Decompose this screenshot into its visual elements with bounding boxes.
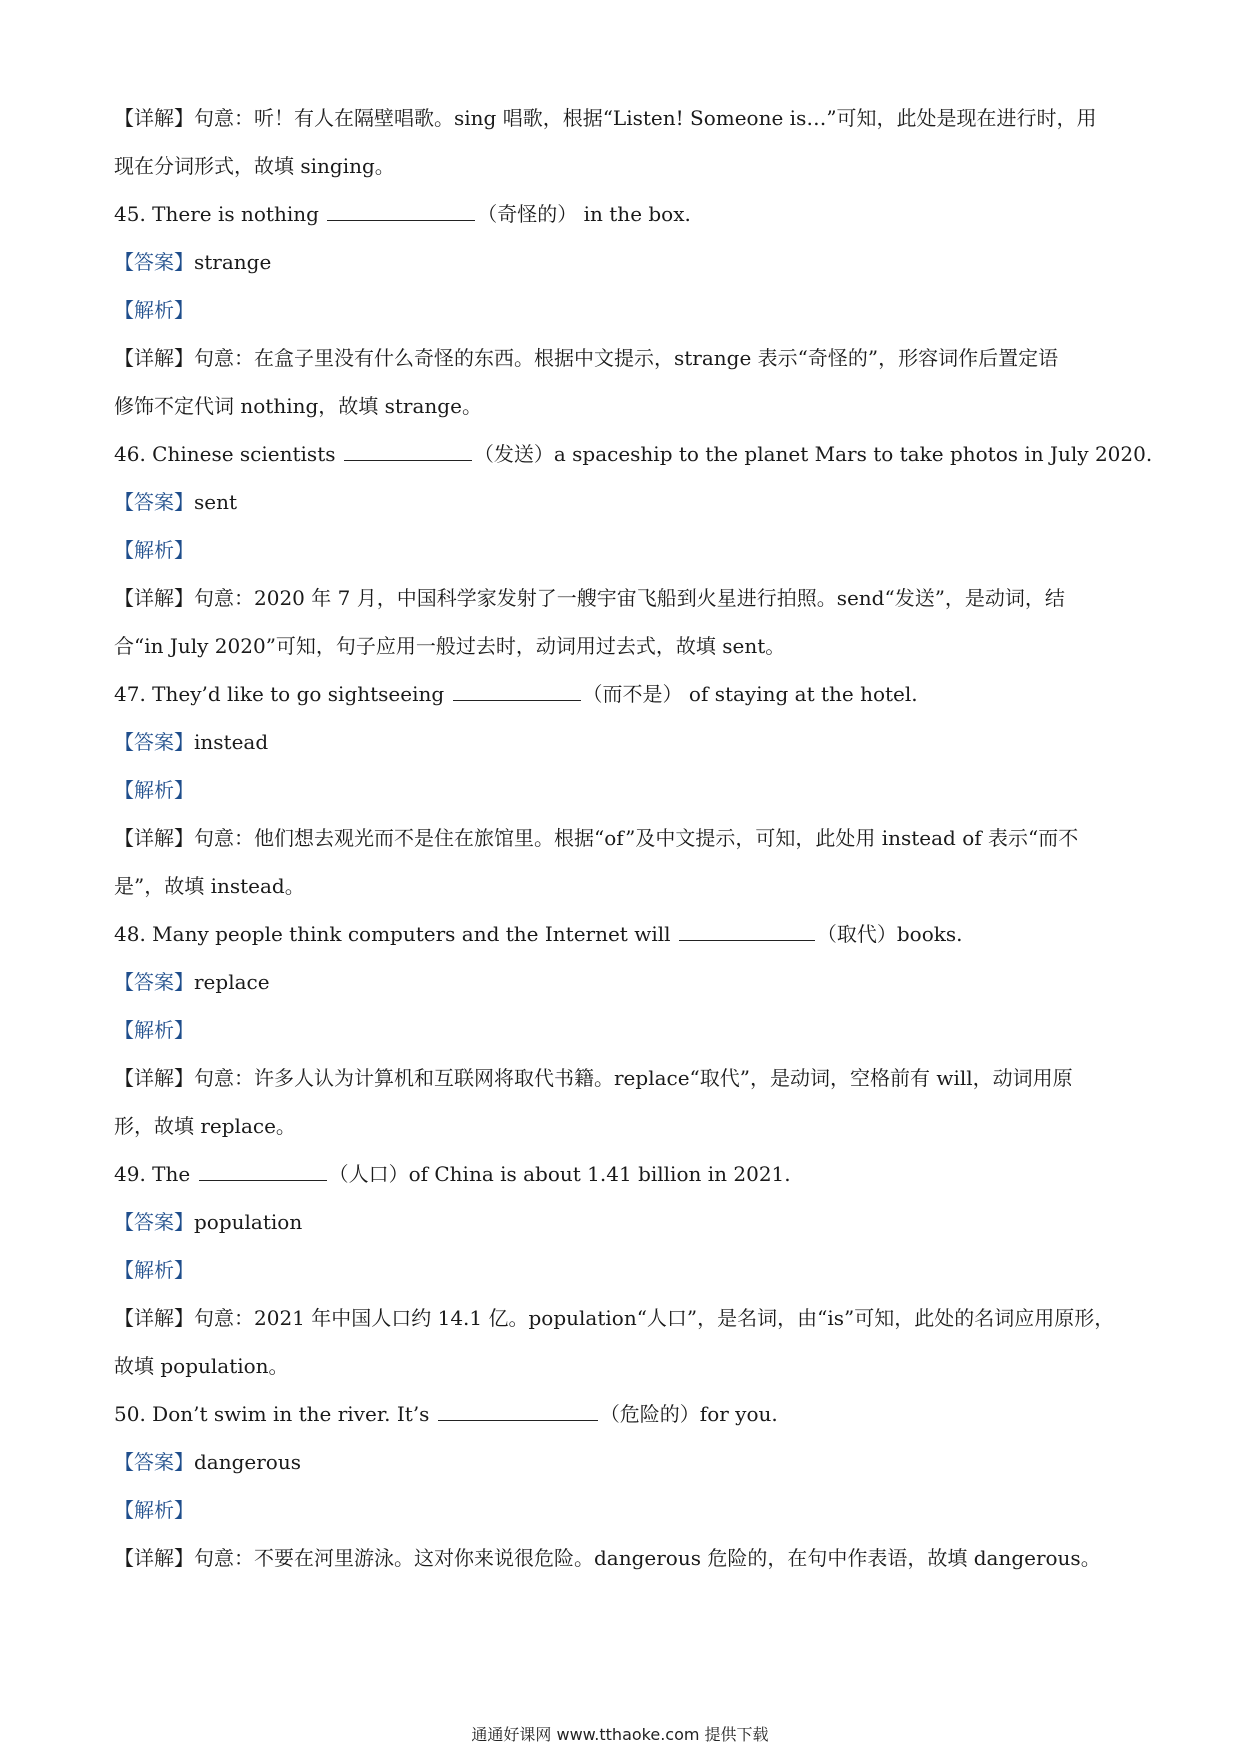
- question-50: 50. Don’t swim in the river. It’s （危险的）for you.: [114, 1402, 778, 1426]
- answer-tag: 【答案】: [114, 1210, 194, 1234]
- answer-blank: [199, 1160, 327, 1181]
- analysis-45: 【解析】: [114, 298, 194, 322]
- answer-50: 【答案】dangerous: [114, 1450, 301, 1474]
- detail-46-line-1: 【详解】句意：2020 年 7 月，中国科学家发射了一艘宇宙飞船到火星进行拍照。send“发送”，是动词，结: [114, 586, 1065, 610]
- detail-46-line-2: 合“in July 2020”可知，句子应用一般过去时，动词用过去式，故填 sent。: [114, 634, 786, 658]
- answer-tag: 【答案】: [114, 1450, 194, 1474]
- top-detail-line-1: 【详解】句意：听！有人在隔壁唱歌。sing 唱歌，根据“Listen! Someone is…”可知，此处是现在进行时，用: [114, 106, 1097, 130]
- answer-46: 【答案】sent: [114, 490, 238, 514]
- answer-48: 【答案】replace: [114, 970, 270, 994]
- detail-50-line-1: 【详解】句意：不要在河里游泳。这对你来说很危险。dangerous 危险的，在句中作表语，故填 dangerous。: [114, 1546, 1101, 1570]
- question-46: 46. Chinese scientists （发送）a spaceship to the planet Mars to take photos in July 2020.: [114, 442, 1153, 466]
- analysis-46: 【解析】: [114, 538, 194, 562]
- detail-49-line-2: 故填 population。: [114, 1354, 289, 1378]
- question-49: 49. The （人口）of China is about 1.41 billion in 2021.: [114, 1162, 791, 1186]
- detail-49-line-1: 【详解】句意：2021 年中国人口约 14.1 亿。population“人口”，是名词，由“is”可知，此处的名词应用原形，: [114, 1306, 1115, 1330]
- answer-tag: 【答案】: [114, 490, 194, 514]
- answer-49: 【答案】population: [114, 1210, 303, 1234]
- answer-tag: 【答案】: [114, 970, 194, 994]
- answer-tag: 【答案】: [114, 250, 194, 274]
- answer-blank: [438, 1400, 598, 1421]
- analysis-49: 【解析】: [114, 1258, 194, 1282]
- analysis-50: 【解析】: [114, 1498, 194, 1522]
- footer-watermark: 通通好课网 www.tthaoke.com 提供下载: [471, 1725, 769, 1744]
- detail-48-line-2: 形，故填 replace。: [114, 1114, 296, 1138]
- detail-47-line-1: 【详解】句意：他们想去观光而不是住在旅馆里。根据“of”及中文提示，可知，此处用 instead of 表示“而不: [114, 826, 1079, 850]
- analysis-48: 【解析】: [114, 1018, 194, 1042]
- answer-45: 【答案】strange: [114, 250, 272, 274]
- answer-blank: [327, 200, 475, 221]
- answer-blank: [344, 440, 472, 461]
- question-48: 48. Many people think computers and the Internet will （取代）books.: [114, 922, 963, 946]
- question-47: 47. They’d like to go sightseeing （而不是） of staying at the hotel.: [114, 682, 918, 706]
- analysis-47: 【解析】: [114, 778, 194, 802]
- answer-47: 【答案】instead: [114, 730, 269, 754]
- question-45: 45. There is nothing （奇怪的） in the box.: [114, 202, 691, 226]
- detail-47-line-2: 是”，故填 instead。: [114, 874, 305, 898]
- detail-48-line-1: 【详解】句意：许多人认为计算机和互联网将取代书籍。replace“取代”，是动词，空格前有 will，动词用原: [114, 1066, 1073, 1090]
- answer-blank: [679, 920, 815, 941]
- answer-blank: [453, 680, 581, 701]
- detail-tag: 【详解】: [114, 106, 194, 130]
- top-detail-line-2: 现在分词形式，故填 singing。: [114, 154, 395, 178]
- answer-tag: 【答案】: [114, 730, 194, 754]
- detail-45-line-2: 修饰不定代词 nothing，故填 strange。: [114, 394, 482, 418]
- detail-45-line-1: 【详解】句意：在盒子里没有什么奇怪的东西。根据中文提示，strange 表示“奇怪的”，形容词作后置定语: [114, 346, 1059, 370]
